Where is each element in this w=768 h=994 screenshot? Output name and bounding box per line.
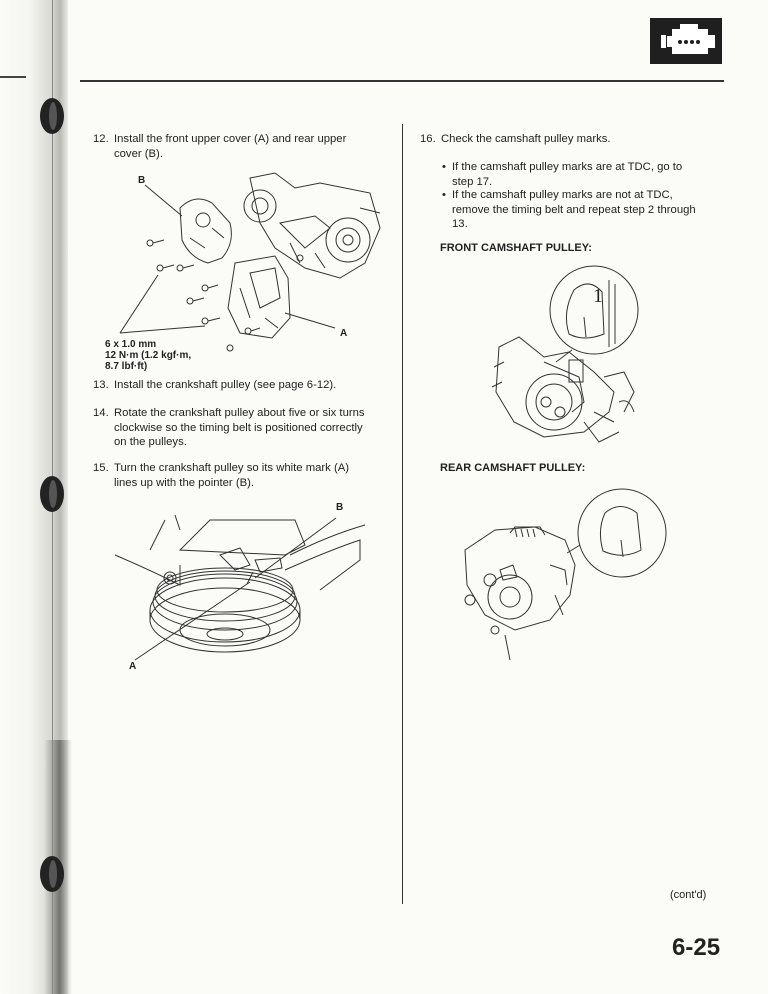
step-number: 15. [93,462,109,474]
figure1-label-a: A [340,328,348,339]
step-text-line: Turn the crankshaft pulley so its white mark (A) [114,462,350,474]
rear-camshaft-heading: REAR CAMSHAFT PULLEY: [440,462,586,474]
step-number: 12. [93,133,109,145]
step-text-line: Install the front upper cover (A) and rear upper [114,133,347,145]
page-number: 6-25 [672,934,721,961]
bullet-text-line: step 17. [452,175,493,188]
rear-camshaft-pulley-illustration [455,485,670,660]
step-text-line: lines up with the pointer (B). [114,476,255,489]
continued-label: (cont'd) [670,889,707,901]
step-text-line: Check the camshaft pulley marks. [441,133,611,145]
section-badge [650,18,722,64]
figure2-label-b: B [336,502,344,513]
bullet-glyph: • [442,189,446,201]
bullet-text-line: If the camshaft pulley marks are not at TDC, [452,189,673,201]
step-text-line: Install the crankshaft pulley (see page 6-12). [114,379,337,391]
figure1-label-b: B [138,175,146,186]
bullet-text-line: If the camshaft pulley marks are at TDC, go to [452,161,683,173]
step-text-line: cover (B). [114,147,163,160]
engine-icon [650,18,722,64]
upper-covers-illustration [100,168,390,378]
bullet-glyph: • [442,161,446,173]
step-text-line: Rotate the crankshaft pulley about five or six turns [114,407,365,419]
step-number: 14. [93,407,109,419]
bullet-text-line: remove the timing belt and repeat step 2 through [452,203,696,216]
punch-hole-top [40,98,64,134]
bullet-text-line: 13. [452,218,468,230]
figure2-label-a: A [129,661,137,672]
punch-hole-middle [40,476,64,512]
spec-line: 12 N·m (1.2 kgf·m, [105,350,192,361]
punch-hole-bottom [40,856,64,892]
front-mark-number: 1 [593,285,603,307]
column-divider [402,124,403,904]
spec-line: 8.7 lbf·ft) [105,361,148,372]
step-text-line: clockwise so the timing belt is positioned correctly [114,421,363,434]
spec-line: 6 x 1.0 mm [105,339,157,350]
front-camshaft-heading: FRONT CAMSHAFT PULLEY: [440,242,592,254]
header-rule [80,80,724,82]
step-number: 13. [93,379,109,391]
crankshaft-pulley-illustration [110,510,370,670]
step-text-line: on the pulleys. [114,436,187,448]
margin-tick [0,76,26,78]
front-camshaft-pulley-illustration [484,262,644,452]
step-number: 16. [420,133,436,145]
